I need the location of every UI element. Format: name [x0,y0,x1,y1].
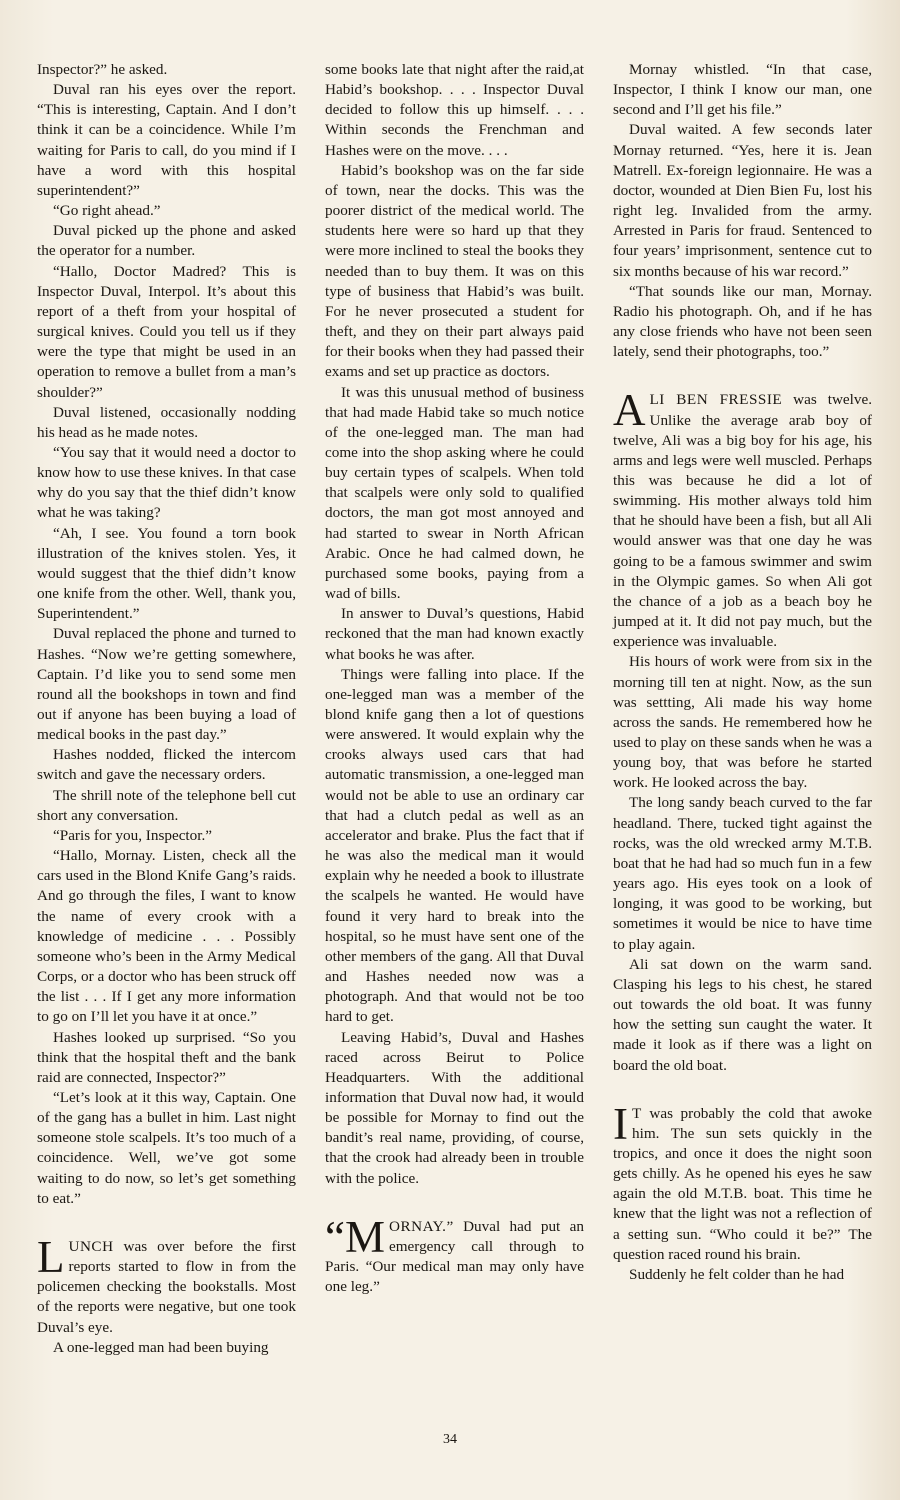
lead-in-caps: ORNAY.” [389,1217,454,1235]
paragraph: Hashes looked up surprised. “So you think that the hospital theft and the bank raid are connected, Inspector?” [37,1028,296,1086]
drop-cap-paragraph [613,1098,872,1265]
paragraph: some books late that night after the raid,at Habid’s bookshop. . . . Inspector Duval decided to follow this up himself. . . . Within seconds the Frenchman and Hashes were on the move. . . . [325,61,584,159]
paragraph: Inspector?” he asked. [37,61,168,78]
drop-cap-letter: “M [325,1211,385,1262]
paragraph: Duval ran his eyes over the report. “This is interesting, Captain. And I don’t think it can be a coincidence. While I’m waiting for Paris to call, do you mind if I have a word with this hospital superintendent?” [37,81,296,199]
paragraph: “Paris for you, Inspector.” [53,826,213,844]
section-break [613,362,872,390]
paragraph: “That sounds like our man, Mornay. Radio his photograph. Oh, and if he has any close friends who have not been seen lately, send their photographs, too.” [613,282,872,361]
paragraph: Duval replaced the phone and turned to Hashes. “Now we’re getting somewhere, Captain. I’d like you to send some men round all the bookshops in town and find out if anyone has been buying a load of medical books in the past day.” [37,625,296,744]
paragraph-text: was over before the first reports started to flow in from the policemen checking the bookstalls. Most of the reports were negative, but one took Duval’s eye. [37,1237,296,1336]
drop-cap-paragraph [325,1211,584,1298]
lead-in-caps: LI BEN FRESSIE [649,391,783,409]
paragraph: His hours of work were from six in the morning till ten at night. Now, as the sun was settting, Ali made his way home across the sands. He remembered how he used to play on these sands when he was a young boy, that was before he started work. He looked across the bay. [613,653,872,792]
paragraph: Mornay whistled. “In that case, Inspector, I think I know our man, one second and I’ll get his file.” [613,61,872,119]
paragraph: Duval picked up the phone and asked the operator for a number. [37,222,296,260]
column-1 [37,60,296,1358]
drop-cap-paragraph [613,385,873,652]
paragraph: The shrill note of the telephone bell cut short any conversation. [37,786,296,824]
paragraph: “Hallo, Mornay. Listen, check all the cars used in the Blond Knife Gang’s raids. And go through the files, I want to know the name of every crook with a knowledge of medicine . . . Possibly someone who’s been in the Army Medical Corps, or a doctor who has been struck off the list . . . If I get any more information to go on I’ll let you have it at once.” [37,847,296,1026]
paragraph: Suddenly he felt colder than he had [629,1265,845,1283]
drop-cap-letter: A [613,385,646,436]
section-break [613,1076,872,1104]
column-3 [613,60,872,1285]
paragraph: Duval listened, occasionally nodding his head as he made notes. [37,403,296,441]
paragraph: “Let’s look at it this way, Captain. One of the gang has a bullet in him. Last night someone stole scalpels. It’s too much of a coincidence. Well, we’ve got some waiting to do now, so let’s get something to eat.” [37,1088,296,1207]
paragraph: Leaving Habid’s, Duval and Hashes raced across Beirut to Police Headquarters. With the additional information that Duval now had, it would be possible for Mornay to find out the bandit’s real name, providing, of course, that the crook had already been in trouble with the police. [325,1028,584,1187]
paragraph: In answer to Duval’s questions, Habid reckoned that the man had known exactly what books he was after. [325,605,584,663]
paragraph: “You say that it would need a doctor to know how to use these knives. In that case why do you say that the thief didn’t know what he was taking? [37,443,296,522]
paragraph: “Ah, I see. You found a torn book illustration of the knives stolen. Yes, it would suggest that the thief didn’t know one knife from the other. Well, thank you, Superintendent.” [37,524,296,623]
paragraph-text: was twelve. Unlike the average arab boy of twelve, Ali was a big boy for his age, his arms and legs were well muscled. Perhaps this was because he did a lot of swimming. His mother always told him that he should have been a fish, but all Ali would answer was that one day he was going to be a famous swimmer and swim in the Olympic games. So when Ali got the chance of a job as a beach boy he jumped at it. It did not pay much, but the experience was invaluable. [613,391,873,651]
drop-cap-letter: L [37,1231,65,1282]
drop-cap-letter: I [613,1098,628,1149]
section-break [37,1209,296,1237]
paragraph: A one-legged man had been buying [53,1338,269,1356]
drop-cap-paragraph [37,1231,296,1338]
paragraph: Duval waited. A few seconds later Mornay returned. “Yes, here it is. Jean Matrell. Ex-foreign legionnaire. He was a doctor, wounded at Dien Bien Fu, lost his right leg. Invalided from the army. Arrested in Paris for fraud. Sentenced to four years’ imprisonment, sentence cut to six months because of his war record.” [613,121,872,280]
paragraph: Habid’s bookshop was on the far side of town, near the docks. This was the poorer district of the medical world. The students here were so hard up that they were more inclined to steal the books they needed than to buy them. It was on this type of business that Habid’s was built. For he never prosecuted a student for theft, and they on their part always paid for their books when they had passed their exams and set up practice as doctors. [325,161,584,381]
page-number: 34 [443,1432,457,1447]
paragraph: Ali sat down on the warm sand. Clasping his legs to his chest, he stared out towards the old boat. It was funny how the setting sun caught the water. It made it look as if there was a light on board the old boat. [613,955,872,1074]
paragraph: The long sandy beach curved to the far headland. There, tucked tight against the rocks, was the old wrecked army M.T.B. boat that he had had so much fun in a few years ago. His eyes took on a look of longing, it was good to be working, but sometimes it would be nice to have time to play again. [613,794,872,953]
paragraph: “Hallo, Doctor Madred? This is Inspector Duval, Interpol. It’s about this report of a theft from your hospital of surgical knives. Could you tell us if they were the type that might be used in an operation to remove a bullet from a man’s shoulder?” [37,262,296,401]
paragraph-text: Duval had put an emergency call through to Paris. “Our medical man may only have one leg.” [325,1217,584,1296]
paragraph: It was this unusual method of business that had made Habid take so much notice of the one-legged man. The man had come into the shop asking where he could buy certain types of scalpels. When told that scalpels were only sold to qualified doctors, the man got most annoyed and had started to swear in North African Arabic. Once he had calmed down, he purchased some books, paying from a wad of bills. [325,383,584,603]
paragraph: Things were falling into place. If the one-legged man was a member of the blond knife gang then a lot of questions were answered. It would explain why the crooks always used cars that had automatic transmission, a one-legged man would not be able to use an ordinary car that had a clutch pedal as well as an accelerator and brake. Plus the fact that if he was also the medical man it would explain why he needed a book to illustrate the scalpels he wanted. He would have found it very hard to break into the hospital, so he must have sent one of the other members of the gang. All that Duval and Hashes needed now was a photograph. And that would not be too hard to get. [325,665,584,1026]
column-2 [325,60,584,1297]
lead-in-caps: T [632,1104,642,1122]
paragraph: Hashes nodded, flicked the intercom switch and gave the necessary orders. [37,746,296,784]
paragraph: “Go right ahead.” [53,202,161,220]
lead-in-caps: UNCH [68,1237,114,1255]
paragraph-text: was probably the cold that awoke him. The sun sets quickly in the tropics, and once it does the night soon gets chilly. As he opened his eyes he saw again the old M.T.B. boat. This time he knew that the light was not a reflection of a setting sun. “Who could it be?” The question raced round his brain. [613,1104,872,1263]
